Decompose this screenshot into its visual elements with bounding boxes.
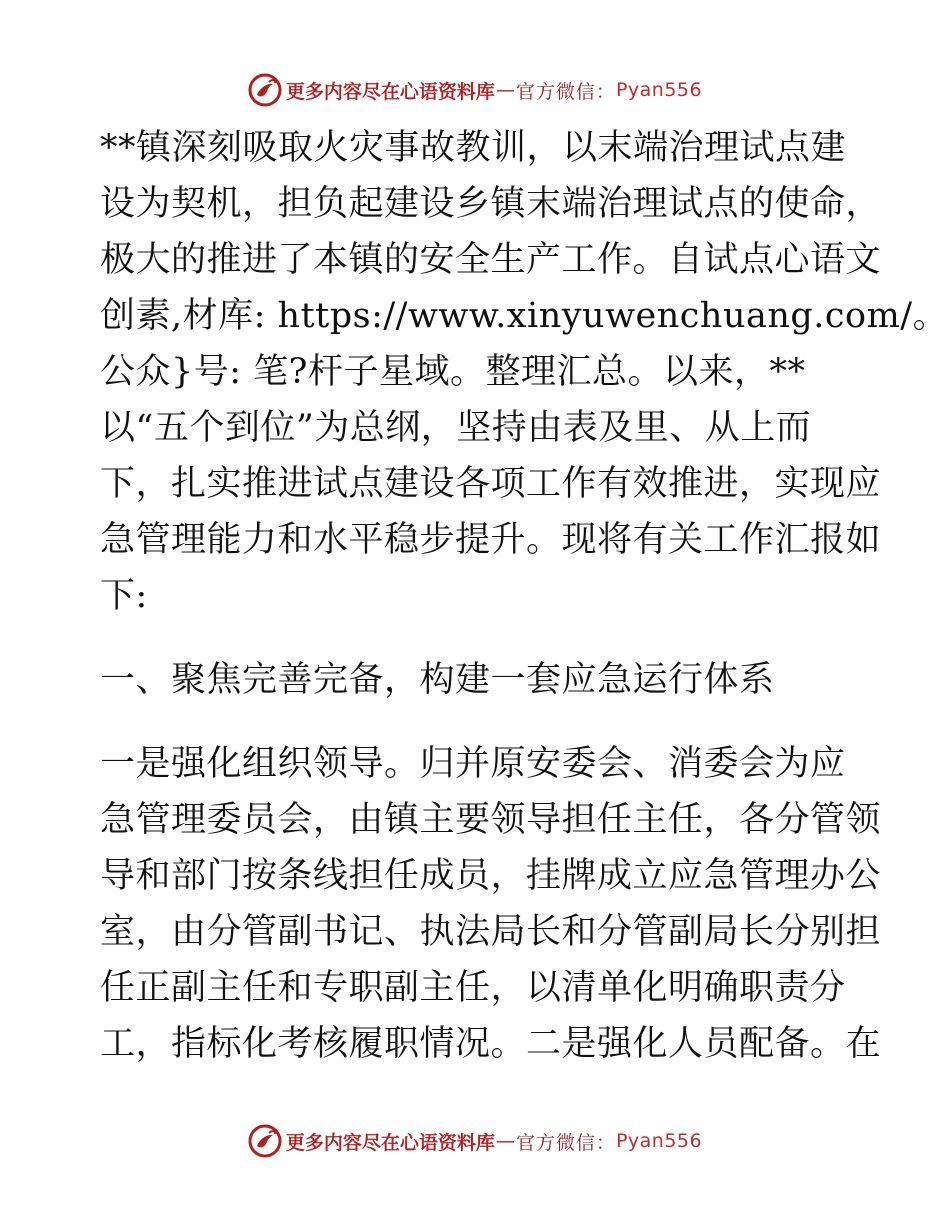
watermark-label: 更多内容尽在心语资料库 [285,1131,495,1154]
text-line: 以“五个到位”为总纲，坚持由表及里、从上而 [100,408,812,448]
text-line: 室，由分管副书记、执法局长和分管副局长分别担 [100,912,882,952]
text-line: 设为契机，担负起建设乡镇末端治理试点的使命， [100,184,882,224]
watermark-wechat-label: 官方微信： [515,80,616,103]
watermark-account: Pyan556 [615,79,703,101]
watermark-separator: — [495,1130,515,1152]
watermark-account: Pyan556 [615,1130,703,1152]
swan-logo-icon [248,1124,282,1158]
text-line: 工，指标化考核履职情况。二是强化人员配备。在 [100,1024,882,1064]
paragraph-1 [100,120,949,624]
text-line: **镇深刻吸取火灾事故教训，以末端治理试点建 [100,128,847,168]
swan-logo-icon [248,73,282,107]
paragraph-gap [100,624,860,652]
text-line: 急管理能力和水平稳步提升。现将有关工作汇报如 [100,520,882,560]
text-line: 公众}号: 笔?杆子星域。整理汇总。以来，** [100,352,806,392]
watermark-label: 更多内容尽在心语资料库 [285,80,495,103]
watermark-wechat-label: 官方微信： [515,1131,616,1154]
text-line: 急管理委员会，由镇主要领导担任主任，各分管领 [100,800,882,840]
watermark-banner-bottom [0,1121,950,1161]
paragraph-2 [100,736,882,1072]
text-line: 任正副主任和专职副主任，以清单化明确职责分 [100,968,846,1008]
text-line: 下，扎实推进试点建设各项工作有效推进，实现应 [100,464,882,504]
text-line: 一是强化组织领导。归并原安委会、消委会为应 [100,744,846,784]
document-body [100,120,949,1072]
text-line: 导和部门按条线担任成员，挂牌成立应急管理办公 [100,856,882,896]
watermark-separator: — [495,79,515,101]
text-line: 极大的推进了本镇的安全生产工作。自试点心语文 [100,240,882,280]
watermark-banner-top [0,70,950,110]
paragraph-gap [100,708,860,736]
section-heading: 一、聚焦完善完备，构建一套应急运行体系 [100,660,775,700]
text-line: 创素,材库: https://www.xinyuwenchuang.com/。 [100,296,949,336]
text-line: 下: [100,576,148,616]
